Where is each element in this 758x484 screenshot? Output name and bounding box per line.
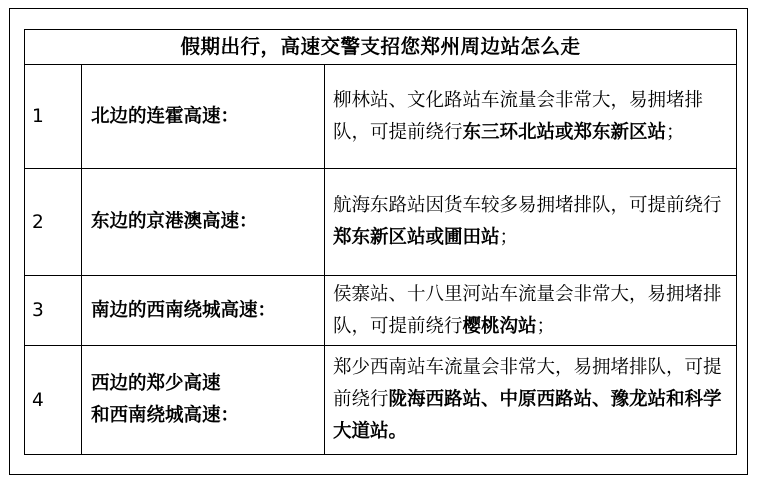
detour-advice [325, 276, 737, 346]
advice-tail: ； [499, 227, 519, 248]
advice-alternate-stations: 东三环北站或郑东新区站 [462, 121, 667, 143]
title-row [25, 30, 737, 65]
row-number: 2 [25, 169, 82, 276]
road-name [82, 276, 325, 346]
row-number: 1 [25, 65, 82, 169]
info-table [24, 29, 737, 455]
road-name [82, 65, 325, 169]
road-name-line: 和西南绕城高速： [91, 405, 240, 426]
row-number: 3 [25, 276, 82, 346]
detour-advice [325, 346, 737, 455]
road-name-line: 东边的京港澳高速： [91, 211, 258, 232]
advice-text: 柳林站、文化路站车流量会非常大，易拥堵排队，可提前绕行 [333, 89, 704, 143]
road-name [82, 169, 325, 276]
advice-alternate-stations: 樱桃沟站 [462, 315, 537, 337]
advice-alternate-stations: 郑东新区站或圃田站 [333, 227, 500, 248]
table-row [25, 276, 737, 346]
advice-tail: ； [536, 315, 556, 337]
advice-alternate-stations: 陇海西路站、中原西路站、豫龙站和科学大道站。 [333, 389, 722, 442]
table-row [25, 346, 737, 455]
detour-advice [325, 65, 737, 169]
table-title: 假期出行，高速交警支招您郑州周边站怎么走 [25, 30, 737, 65]
row-number: 4 [25, 346, 82, 455]
road-name-line: 南边的西南绕城高速： [91, 299, 277, 321]
road-name-line: 北边的连霍高速： [91, 105, 240, 127]
road-name [82, 346, 325, 455]
advice-tail: ； [666, 121, 685, 143]
detour-advice [325, 169, 737, 276]
advice-text: 航海东路站因货车较多易拥堵排队，可提前绕行 [333, 195, 722, 216]
advice-text: 侯寨站、十八里河站车流量会非常大，易拥堵排队，可提前绕行 [333, 283, 722, 337]
table-row [25, 169, 737, 276]
advice-text: 郑少西南站车流量会非常大，易拥堵排队，可提前绕行 [333, 357, 722, 410]
table-row [25, 65, 737, 169]
road-name-line: 西边的郑少高速 [91, 373, 221, 394]
